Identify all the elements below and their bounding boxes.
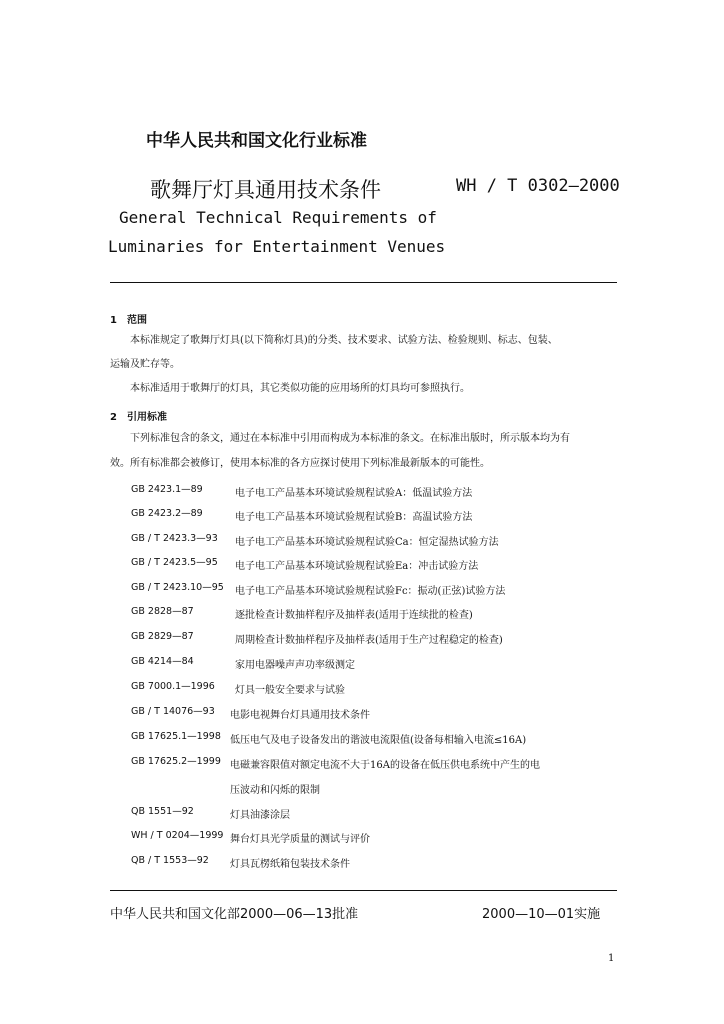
- document-title-en-line1: General Technical Requirements of: [119, 208, 437, 227]
- section-1-heading: 1 范围: [110, 315, 147, 326]
- section-1-paragraph-1-line-2: 运输及贮存等。: [110, 359, 180, 370]
- reference-code: GB / T 2423.5—95: [131, 557, 218, 568]
- document-title-en-line2: Luminaries for Entertainment Venues: [108, 237, 446, 256]
- reference-title: 压波动和闪烁的限制: [230, 785, 320, 796]
- reference-code: GB 7000.1—1996: [131, 681, 215, 692]
- reference-title: 电影电视舞台灯具通用技术条件: [230, 710, 370, 721]
- reference-code: GB / T 2423.10—95: [131, 582, 224, 593]
- effective-date: 2000—10—01实施: [482, 907, 601, 922]
- section-2-paragraph-line-2: 效。所有标准都会被修订，使用本标准的各方应探讨使用下列标准最新版本的可能性。: [110, 458, 490, 469]
- section-2-paragraph-line-1: 下列标准包含的条文，通过在本标准中引用而构成为本标准的条文。在标准出版时，所示版本均为有: [130, 433, 570, 444]
- reference-code: GB / T 14076—93: [131, 706, 215, 717]
- reference-title: 电磁兼容限值对额定电流不大于16A的设备在低压供电系统中产生的电: [230, 760, 540, 771]
- reference-title: 舞台灯具光学质量的测试与评价: [230, 834, 370, 845]
- page-number: 1: [608, 953, 615, 964]
- reference-title: 电子电工产品基本环境试验规程试验Ea：冲击试验方法: [235, 561, 479, 572]
- reference-code: GB 2423.2—89: [131, 508, 203, 519]
- reference-code: QB 1551—92: [131, 806, 194, 817]
- reference-title: 家用电器噪声声功率级测定: [235, 660, 355, 671]
- reference-code: GB 4214—84: [131, 656, 194, 667]
- section-2-heading: 2 引用标准: [110, 412, 167, 423]
- reference-code: GB 17625.1—1998: [131, 731, 221, 742]
- footer-divider: [110, 890, 617, 891]
- reference-title: 电子电工产品基本环境试验规程试验Ca：恒定湿热试验方法: [235, 537, 499, 548]
- section-1-paragraph-2: 本标准适用于歌舞厅的灯具，其它类似功能的应用场所的灯具均可参照执行。: [130, 383, 470, 394]
- reference-title: 电子电工产品基本环境试验规程试验A：低温试验方法: [235, 488, 473, 499]
- reference-title: 电子电工产品基本环境试验规程试验Fc：振动(正弦)试验方法: [235, 586, 506, 597]
- reference-code: GB / T 2423.3—93: [131, 533, 218, 544]
- industry-standard-label: 中华人民共和国文化行业标准: [146, 131, 367, 151]
- reference-title: 电子电工产品基本环境试验规程试验B：高温试验方法: [235, 512, 473, 523]
- reference-title: 逐批检查计数抽样程序及抽样表(适用于连续批的检查): [235, 610, 473, 621]
- reference-title: 周期检查计数抽样程序及抽样表(适用于生产过程稳定的检查): [235, 635, 503, 646]
- header-divider: [110, 282, 617, 283]
- reference-title: 灯具瓦楞纸箱包装技术条件: [230, 859, 350, 870]
- reference-code: GB 17625.2—1999: [131, 756, 221, 767]
- reference-code: GB 2828—87: [131, 606, 194, 617]
- reference-title: 灯具一般安全要求与试验: [235, 685, 345, 696]
- reference-code: QB / T 1553—92: [131, 855, 209, 866]
- standard-code: WH / T 0302—2000: [456, 176, 620, 196]
- reference-title: 低压电气及电子设备发出的谐波电流限值(设备每相输入电流≤16A): [230, 735, 527, 746]
- reference-code: GB 2829—87: [131, 631, 194, 642]
- approval-date: 中华人民共和国文化部2000—06—13批准: [110, 907, 359, 922]
- reference-title: 灯具油漆涂层: [230, 810, 290, 821]
- reference-code: WH / T 0204—1999: [131, 830, 224, 841]
- document-title-zh: 歌舞厅灯具通用技术条件: [150, 178, 381, 202]
- section-1-paragraph-1-line-1: 本标准规定了歌舞厅灯具(以下简称灯具)的分类、技术要求、试验方法、检验规则、标志、包装、: [130, 335, 558, 346]
- reference-code: GB 2423.1—89: [131, 484, 203, 495]
